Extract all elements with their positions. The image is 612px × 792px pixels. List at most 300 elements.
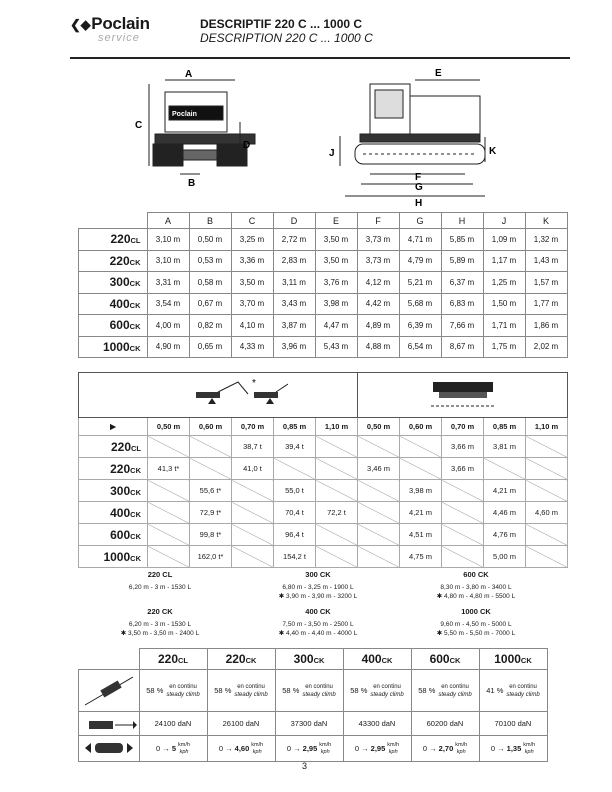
speed-units [387,742,399,756]
arrow-icon: → [160,743,172,753]
label-b: B [188,178,196,189]
label-f: F [415,172,422,183]
model-number: 300 [293,652,314,666]
climb-cell [139,670,207,712]
dimension-cell: 2,02 m [525,336,567,358]
lift-cell [358,502,400,524]
dimension-cell: 1,50 m [483,293,525,315]
poclain-logo: ❮◆Poclain [70,14,150,33]
arrow-icon: → [426,743,439,753]
table-row [79,250,568,272]
dimension-cell: 1,43 m [525,250,567,272]
lift-col-header: 0,50 m [148,418,190,436]
col-header: J [483,213,525,229]
table-row [79,293,568,315]
speed-value: 2,95 [370,743,386,753]
dimension-cell: 3,87 m [273,315,315,337]
dimension-cell: 4,12 m [357,272,399,294]
speed-zero: 0 [354,743,359,753]
arrow-icon: → [494,743,507,753]
lift-cell: 99,8 t* [190,524,232,546]
traction-cell: 43300 daN [343,712,411,736]
model-suffix: CK [313,656,325,665]
label-e: E [435,68,442,79]
dimension-cell: 4,79 m [399,250,441,272]
climb-fr: en continu [169,683,197,690]
lift-cell [148,524,190,546]
model-suffix: CK [245,656,257,665]
label-j: J [329,148,335,159]
climb-percent: 58 % [350,685,368,695]
table-row [79,229,568,251]
climb-cell [207,670,275,712]
label-h: H [415,198,423,209]
model-number: 220 [109,253,130,268]
speed-value: 5 [171,743,177,753]
lift-cell: 41,0 t [232,458,274,480]
model-number: 400 [109,296,130,311]
lift-cell [316,480,358,502]
lift-cell: 55,6 t* [190,480,232,502]
lift-col-header: 0,70 m [232,418,274,436]
dimension-cell: 4,10 m [231,315,273,337]
dimension-cell: 0,65 m [189,336,231,358]
title-french: DESCRIPTIF 220 C ... 1000 C [200,17,363,31]
dimension-cell: 4,42 m [357,293,399,315]
model-number: 1000 [103,549,131,564]
model-suffix: CL [130,236,141,246]
dimension-cell: 3,73 m [357,229,399,251]
lift-cell [148,546,190,568]
climb-en: steady climb [438,691,472,698]
speed-value: 2,95 [302,743,318,753]
lift-cell [148,502,190,524]
dimension-cell: 8,67 m [441,336,483,358]
speed-zero: 0 [490,743,495,753]
model-label [79,272,148,294]
model-number: 400 [110,505,131,520]
lift-cell [232,524,274,546]
unit-fr: km/h [319,741,332,748]
dimension-cell: 0,82 m [189,315,231,337]
model-label [79,502,148,524]
lift-cell [484,458,526,480]
dimension-cell: 3,25 m [231,229,273,251]
model-number: 220 [225,652,246,666]
dimension-cell: 3,54 m [147,293,189,315]
speed-units [523,742,535,756]
svg-text:*: * [252,378,256,389]
excavator-dimension-diagram [125,62,505,212]
traction-cell: 26100 daN [207,712,275,736]
dimension-cell: 3,70 m [231,293,273,315]
climb-fr: en continu [237,683,265,690]
model-suffix: CK [129,279,141,289]
dimension-cell: 4,47 m [315,315,357,337]
dimension-cell: 3,50 m [315,229,357,251]
climb-percent: 58 % [146,685,164,695]
dimension-cell: 4,00 m [147,315,189,337]
table-row [79,436,568,458]
dimension-cell: 3,98 m [315,293,357,315]
model-number: 220 [110,461,131,476]
dimension-cell: 3,50 m [231,272,273,294]
climb-cell [479,670,547,712]
dimension-cell: 1,75 m [483,336,525,358]
climb-percent: 58 % [214,685,232,695]
dimension-cell: 1,86 m [525,315,567,337]
model-label [79,250,148,272]
table-row [79,502,568,524]
table-row [79,272,568,294]
model-suffix: CK [520,656,532,665]
side-view [340,80,485,196]
lift-cell [526,436,568,458]
col-header: H [441,213,483,229]
speed-units [455,742,467,756]
lift-cell: 162,0 t* [190,546,232,568]
table-row [79,458,568,480]
climb-text [370,683,403,699]
climb-text [166,683,199,699]
dimension-cell: 3,36 m [231,250,273,272]
traction-cell: 70100 daN [479,712,547,736]
lift-col-header: 1,10 m [316,418,358,436]
page-number: 3 [302,761,308,771]
diamond-icon: ❮◆ [70,17,91,32]
speed-units [319,742,331,756]
lift-cell [316,436,358,458]
traction-cell: 24100 daN [139,712,207,736]
lift-cell: 4,75 m [400,546,442,568]
climb-fr: en continu [305,683,333,690]
unit-fr: km/h [455,741,468,748]
dimensions-table [78,212,568,358]
dimension-cell: 5,21 m [399,272,441,294]
lift-capacity-table [78,372,568,568]
spec-600ck: 600 CK 8,30 m - 3,80 m - 3400 L ✱ 4,80 m - 4,80 m - 5500 L [436,570,516,600]
model-number: 400 [361,652,382,666]
dimension-cell: 5,89 m [441,250,483,272]
model-suffix: CK [130,465,141,475]
lift-cell: 4,21 m [400,502,442,524]
col-header: D [273,213,315,229]
table-row [79,336,568,358]
lift-cell [526,458,568,480]
machine-logo: Poclain [172,111,197,118]
dimension-cell: 3,96 m [273,336,315,358]
climb-cell [275,670,343,712]
model-label [79,524,148,546]
speed-cell [139,736,207,762]
dimension-cell: 6,83 m [441,293,483,315]
lift-col-header: 0,85 m [274,418,316,436]
speed-icon [79,736,140,762]
lift-cell: 72,2 t [316,502,358,524]
speed-zero: 0 [156,743,161,753]
traction-cell: 37300 daN [275,712,343,736]
model-suffix: CK [381,656,393,665]
model-label [479,649,547,670]
dimension-cell: 6,54 m [399,336,441,358]
lift-cell [358,524,400,546]
dimension-cell: 3,73 m [357,250,399,272]
dimension-cell: 3,11 m [273,272,315,294]
lift-col-header: 0,85 m [484,418,526,436]
col-header: A [147,213,189,229]
climb-fr: en continu [373,683,401,690]
model-label [411,649,479,670]
lift-cell: 4,21 m [484,480,526,502]
lift-cell [316,458,358,480]
lift-cell [232,546,274,568]
col-header: G [399,213,441,229]
model-number: 600 [110,527,131,542]
lift-col-header: 0,60 m [190,418,232,436]
lift-cell [526,524,568,546]
col-header: K [525,213,567,229]
speed-units [251,742,263,756]
unit-en: kph [524,748,534,755]
speed-cell [411,736,479,762]
col-header: F [357,213,399,229]
speed-cell [275,736,343,762]
speed-zero: 0 [286,743,291,753]
model-number: 1000 [102,339,130,354]
table-row [79,546,568,568]
lift-col-header: 0,60 m [400,418,442,436]
dimension-cell: 5,43 m [315,336,357,358]
front-view [149,80,255,174]
lift-col-header: 0,50 m [358,418,400,436]
model-label [79,336,148,358]
label-c: C [135,120,143,131]
lift-cell [148,436,190,458]
model-suffix: CK [129,343,141,353]
dimension-cell: 1,57 m [525,272,567,294]
unit-en: kph [388,748,398,755]
model-suffix: CK [449,656,461,665]
model-number: 600 [429,652,450,666]
model-suffix: CK [129,300,141,310]
climb-en: steady climb [370,691,404,698]
dimension-cell: 1,17 m [483,250,525,272]
lift-cell: 3,46 m [358,458,400,480]
speed-value: 1,35 [506,743,522,753]
label-k: K [489,146,497,157]
lift-cell [148,480,190,502]
climb-cell [411,670,479,712]
dimension-cell: 3,10 m [147,250,189,272]
dimension-cell: 3,31 m [147,272,189,294]
table-row [79,315,568,337]
unit-fr: km/h [387,741,400,748]
table-row [79,480,568,502]
unit-en: kph [179,748,189,755]
spec-300ck: 300 CK 6,80 m - 3,25 m - 1900 L ✱ 3,90 m - 3,90 m - 3200 L [278,570,358,600]
model-number: 220 [110,232,131,247]
label-a: A [185,69,193,80]
dimension-cell: 0,53 m [189,250,231,272]
climb-fr: en continu [509,683,537,690]
lift-cell: 70,4 t [274,502,316,524]
lift-cell [400,436,442,458]
climb-cell [343,670,411,712]
spec-1000ck: 1000 CK 9,60 m - 4,50 m - 5000 L ✱ 5,50 m - 5,50 m - 7000 L [436,607,516,637]
spec-220cl: 220 CL 6,20 m - 3 m - 1530 L [128,570,192,591]
unit-en: kph [252,748,262,755]
speed-cell [479,736,547,762]
model-suffix: CK [130,531,141,541]
lift-cell [400,458,442,480]
lift-icons-left [79,373,358,418]
climb-text [506,683,539,699]
lift-cell: 39,4 t [274,436,316,458]
col-header: E [315,213,357,229]
model-number: 220 [110,439,131,454]
climb-text [234,683,267,699]
model-label [79,480,148,502]
dimension-cell: 3,43 m [273,293,315,315]
dimension-cell: 5,85 m [441,229,483,251]
lift-col-header: 0,70 m [442,418,484,436]
dimension-cell: 4,33 m [231,336,273,358]
climb-en: steady climb [302,691,336,698]
col-header: B [189,213,231,229]
dimension-cell: 1,77 m [525,293,567,315]
dimension-cell: 1,09 m [483,229,525,251]
lift-cell: 3,98 m [400,480,442,502]
climb-text [302,683,335,699]
dimension-cell: 0,58 m [189,272,231,294]
model-label [343,649,411,670]
lift-cell [358,480,400,502]
model-suffix: CL [131,443,141,453]
model-number: 1000 [494,652,521,666]
dimension-cell: 6,39 m [399,315,441,337]
performance-table [78,648,548,762]
lift-cell: 4,60 m [526,502,568,524]
table-row [79,524,568,546]
title-english: DESCRIPTION 220 C ... 1000 C [200,31,373,45]
climb-percent: 58 % [418,685,436,695]
dimension-cell: 5,68 m [399,293,441,315]
spec-220ck: 220 CK 6,20 m - 3 m - 1530 L ✱ 3,50 m - 3,50 m - 2400 L [120,607,200,637]
unit-fr: km/h [251,741,264,748]
speed-zero: 0 [218,743,223,753]
traction-icon [79,712,140,736]
lift-cell: 38,7 t [232,436,274,458]
lift-cell [316,546,358,568]
speed-cell [207,736,275,762]
dimension-cell: 3,10 m [147,229,189,251]
dimension-cell: 3,50 m [315,250,357,272]
model-label [79,293,148,315]
lift-cell [526,546,568,568]
lift-cell: 154,2 t [274,546,316,568]
model-number: 220 [157,652,179,666]
lift-cell: 55,0 t [274,480,316,502]
lift-cell [358,436,400,458]
dimension-cell: 4,90 m [147,336,189,358]
model-suffix: CK [129,257,141,267]
model-suffix: CL [178,656,189,665]
lift-cell [442,502,484,524]
lift-cell [232,502,274,524]
lift-cell [190,436,232,458]
lift-cell [274,458,316,480]
model-number: 300 [109,275,130,290]
speed-value: 4,60 [234,743,250,753]
model-label [79,315,148,337]
dimension-cell: 4,88 m [357,336,399,358]
unit-en: kph [456,748,466,755]
traction-cell: 60200 daN [411,712,479,736]
lift-cell [442,524,484,546]
dimension-cell: 6,37 m [441,272,483,294]
speed-zero: 0 [422,743,427,753]
header-rule [70,57,570,59]
lift-col-header: 1,10 m [526,418,568,436]
unit-en: kph [320,748,330,755]
climb-fr: en continu [441,683,469,690]
label-d: D [243,140,251,151]
dimension-cell: 1,32 m [525,229,567,251]
dimension-cell: 3,76 m [315,272,357,294]
lift-cell [232,480,274,502]
speed-units [178,742,190,756]
climb-percent: 41 % [486,685,504,695]
dimension-cell: 1,25 m [483,272,525,294]
lift-cell: 4,46 m [484,502,526,524]
lift-cell: 96,4 t [274,524,316,546]
model-number: 600 [109,318,130,333]
model-suffix: CK [130,553,141,563]
label-g: G [415,182,423,193]
dimension-cell: 4,89 m [357,315,399,337]
model-label [139,649,207,670]
lift-cell [190,458,232,480]
lift-cell [316,524,358,546]
model-suffix: CK [129,322,141,332]
lift-cell: 41,3 t* [148,458,190,480]
model-suffix: CK [130,509,141,519]
lift-cell [442,546,484,568]
dimension-cell: 1,71 m [483,315,525,337]
service-label: service [98,32,140,44]
unit-fr: km/h [523,741,536,748]
lift-cell: 4,76 m [484,524,526,546]
speed-value: 2,70 [438,743,454,753]
dimension-cell: 2,72 m [273,229,315,251]
model-label [79,436,148,458]
unit-fr: km/h [178,741,190,748]
dimension-cell: 0,50 m [189,229,231,251]
model-label [79,229,148,251]
excavator-lift-icon [148,374,288,414]
model-label [79,458,148,480]
col-header: C [231,213,273,229]
model-label [207,649,275,670]
lift-cell [358,546,400,568]
dimension-cell: 7,66 m [441,315,483,337]
lift-cell: 3,81 m [484,436,526,458]
climb-en: steady climb [506,691,540,698]
dimension-cell: 0,67 m [189,293,231,315]
lift-cell: 72,9 t* [190,502,232,524]
model-suffix: CK [130,487,141,497]
track-width-icon [403,374,523,414]
